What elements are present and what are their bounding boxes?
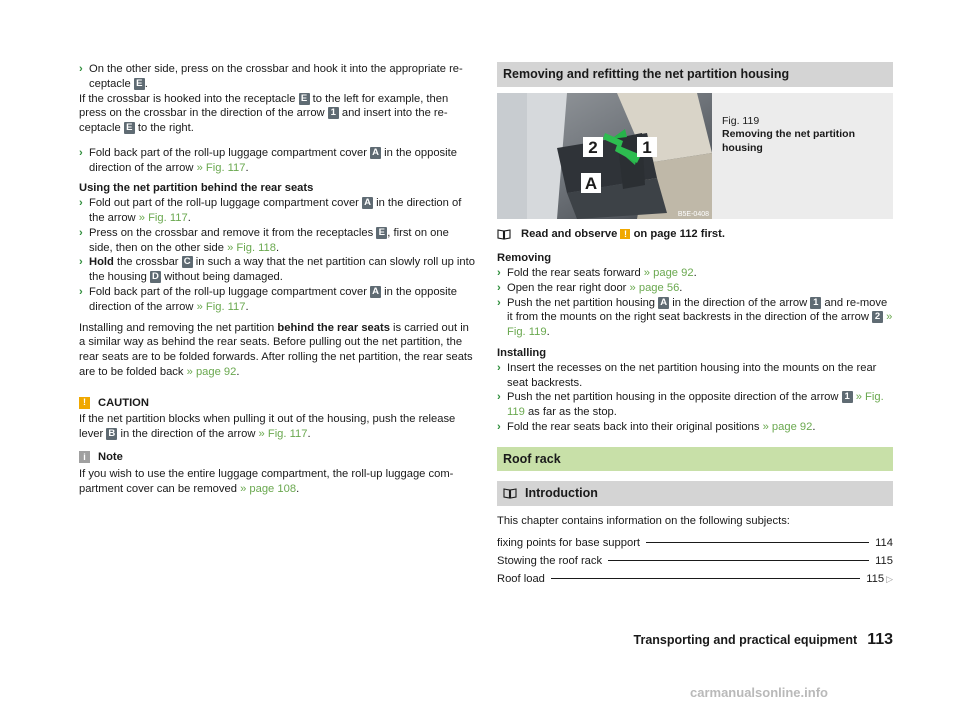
step-remove-crossbar: › Press on the crossbar and remove it from the receptacles E , first on one side, then on the other side » Fig. 118.	[79, 226, 449, 254]
figure-119	[497, 93, 893, 219]
car-interior-illustration	[497, 93, 712, 219]
key-a: A	[362, 197, 373, 209]
step-fold-back-cover-2: › Fold back part of the roll-up luggage compartment cover A in the opposite direction of the arrow » Fig. 117.	[79, 285, 457, 313]
key-a: A	[370, 147, 381, 159]
step-arrow-icon: ›	[497, 296, 501, 309]
paragraph-crossbar-receptacle: If the crossbar is hooked into the receptacle E to the left for example, then press on the crossbar in the direction of the arrow 1 and insert into the re-ceptacle E to the right.	[79, 92, 449, 135]
intro-text: This chapter contains information on the following subjects:	[497, 514, 790, 527]
step-arrow-icon: ›	[497, 281, 501, 294]
step-arrow-icon: ›	[79, 197, 83, 210]
step-hold-crossbar: › Hold the crossbar C in such a way that the net partition can slowly roll up into the housing D without being damaged.	[79, 256, 475, 284]
step-fold-seats-back: › Fold the rear seats back into their original positions » page 92.	[497, 420, 816, 433]
key-e: E	[134, 78, 145, 90]
link-page-56[interactable]: » page 56	[629, 281, 680, 294]
step-hook-crossbar: › On the other side, press on the crossbar and hook it into the appropriate re-ceptacle E .	[79, 63, 463, 90]
link-fig-117[interactable]: » Fig. 117	[258, 428, 308, 441]
page-footer	[617, 629, 893, 650]
step-arrow-icon: ›	[79, 256, 83, 269]
key-a: A	[370, 286, 381, 298]
key-a: A	[658, 297, 669, 309]
section-title-roof-rack: Roof rack	[497, 447, 893, 472]
step-fold-back-cover: › Fold back part of the roll-up luggage compartment cover A in the opposite direction of the arrow » Fig. 117.	[79, 146, 457, 174]
read-and-observe: Read and observe ! on page 112 first.	[497, 227, 893, 242]
step-arrow-icon: ›	[497, 267, 501, 280]
figure-label-a: A	[584, 173, 598, 193]
right-column	[497, 62, 893, 590]
toc-item[interactable]: Roof load 115 ▷	[497, 573, 893, 585]
footer-chapter-title: Transporting and practical equipment	[633, 633, 858, 647]
step-open-rear-door: › Open the rear right door » page 56.	[497, 281, 683, 294]
link-page-92[interactable]: » page 92	[643, 267, 694, 280]
toc-item[interactable]: fixing points for base support 114	[497, 537, 893, 550]
link-page-108[interactable]: » page 108	[240, 482, 297, 495]
figure-number: Fig. 119	[722, 114, 760, 127]
book-icon	[503, 487, 517, 499]
step-arrow-icon: ›	[79, 226, 83, 239]
key-c: C	[182, 256, 193, 268]
page-number: 113	[867, 631, 893, 648]
link-fig-119[interactable]: » Fig. 119	[507, 391, 884, 419]
step-arrow-icon: ›	[497, 361, 501, 374]
note-text: If you wish to use the entire luggage compartment, the roll-up luggage com-partment cover can be removed » page 108.	[79, 467, 454, 495]
figure-code: B5E-0408	[677, 210, 709, 218]
step-arrow-icon: ›	[79, 146, 83, 159]
step-insert-recesses: › Insert the recesses on the net partition housing into the mounts on the rear seat backrests.	[497, 361, 877, 389]
step-arrow-icon: ›	[79, 285, 83, 298]
warning-icon: !	[79, 397, 90, 409]
key-e: E	[124, 122, 135, 134]
key-d: D	[150, 271, 161, 283]
figure-label-2: 2	[588, 137, 598, 157]
step-arrow-icon: ›	[79, 63, 83, 75]
key-b: B	[106, 428, 117, 440]
figure-label-1: 1	[642, 137, 652, 157]
step-arrow-icon: ›	[497, 391, 501, 404]
paragraph-installing-behind-rear-seats: Installing and removing the net partition behind the rear seats is carried out in a similar way as behind the rear seats. Before pulling out the net partition, the rear seats are to be folded forwards. After rolling the net partition, the rear seats are to be folded back » page 92.	[79, 321, 473, 378]
link-page-92[interactable]: » page 92	[762, 420, 813, 433]
link-fig-117[interactable]: » Fig. 117	[138, 212, 188, 225]
watermark: carmanualsonline.info	[690, 685, 828, 700]
key-1: 1	[842, 391, 853, 403]
step-fold-out-cover: › Fold out part of the roll-up luggage compartment cover A in the direction of the arrow » Fig. 117.	[79, 197, 462, 225]
left-column	[79, 62, 475, 500]
caution-text: If the net partition blocks when pulling it out of the housing, push the release lever B in the direction of the arrow » Fig. 117.	[79, 413, 456, 441]
info-icon: i	[79, 451, 90, 463]
step-arrow-icon: ›	[497, 420, 501, 433]
step-push-housing: › Push the net partition housing A in the direction of the arrow 1 and re-move it from the mounts on the right seat backrests in the direction of the arrow 2 » Fig. 119.	[497, 296, 893, 339]
key-e: E	[299, 93, 310, 105]
link-fig-117[interactable]: » Fig. 117	[196, 161, 246, 174]
step-push-housing-opposite: › Push the net partition housing in the opposite direction of the arrow 1 » Fig. 119 as far as the stop.	[497, 391, 884, 419]
key-2: 2	[872, 311, 883, 323]
toc-item[interactable]: Stowing the roof rack 115	[497, 555, 893, 568]
introduction-heading: Introduction	[497, 481, 893, 506]
section-title-net-partition-housing: Removing and refitting the net partition housing	[497, 62, 893, 87]
figure-119-image	[497, 93, 712, 219]
figure-caption	[712, 93, 893, 219]
link-fig-117[interactable]: » Fig. 117	[196, 300, 246, 313]
sub-heading-behind-rear-seats: Using the net partition behind the rear seats	[79, 182, 314, 195]
continued-arrow-icon: ▷	[886, 574, 893, 584]
key-1: 1	[328, 107, 339, 119]
warning-icon: !	[620, 229, 630, 239]
note-heading: i Note	[79, 450, 475, 465]
removing-heading: Removing	[497, 252, 552, 265]
caution-heading: ! CAUTION	[79, 396, 475, 411]
link-page-92[interactable]: » page 92	[186, 365, 237, 378]
key-1: 1	[810, 297, 821, 309]
installing-heading: Installing	[497, 346, 547, 359]
key-e: E	[376, 227, 387, 239]
link-fig-119[interactable]: » Fig. 119	[507, 311, 893, 339]
figure-title: Removing the net partition housing	[722, 128, 856, 155]
link-fig-118[interactable]: » Fig. 118	[227, 241, 277, 254]
step-fold-rear-seats: › Fold the rear seats forward » page 92.	[497, 267, 697, 280]
book-icon	[497, 228, 511, 240]
